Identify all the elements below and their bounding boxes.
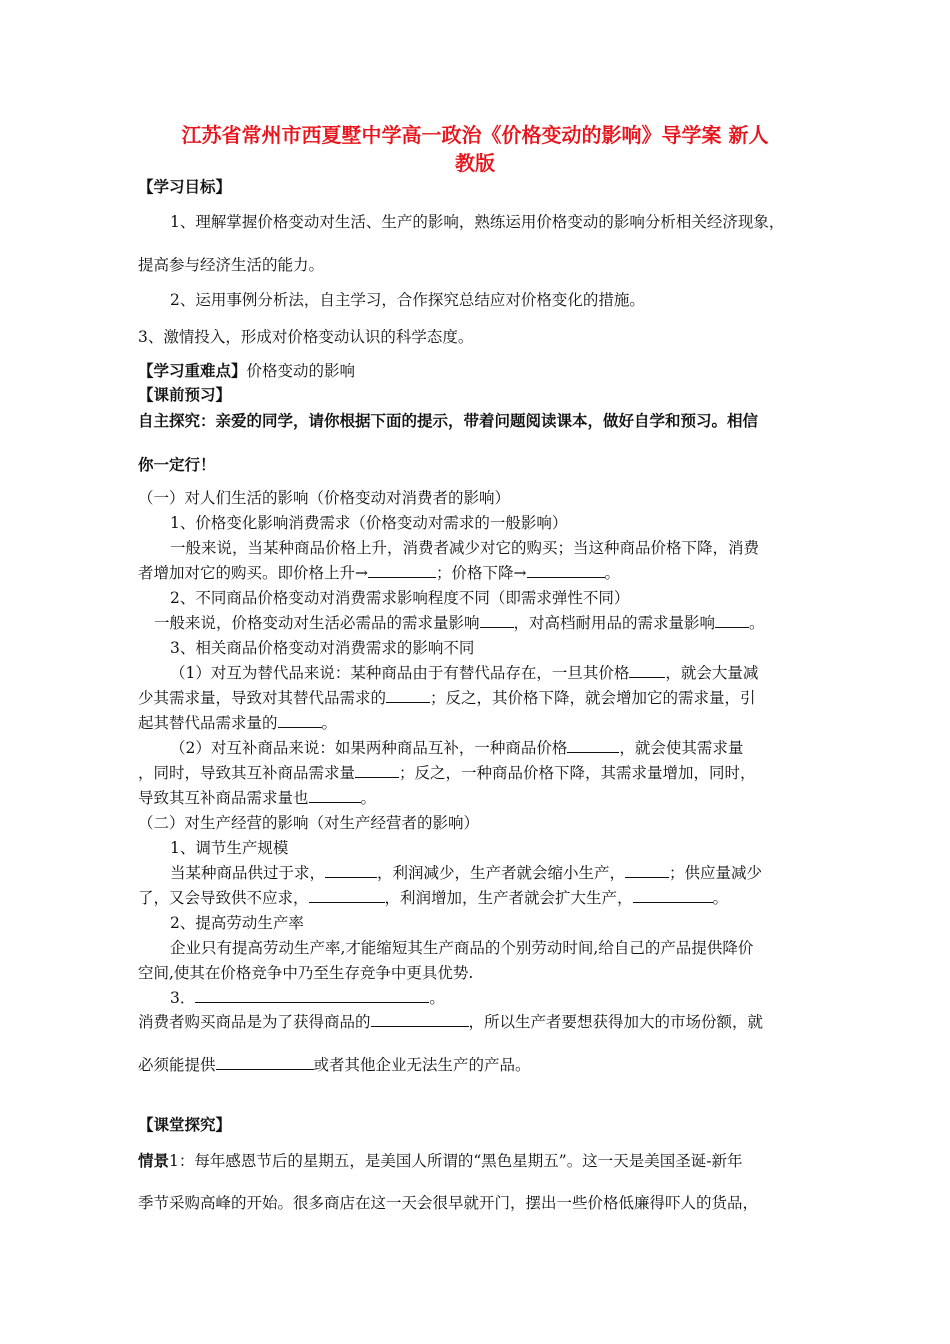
section2-sub1: 1、调节生产规模 (170, 839, 289, 857)
text-segment: 。 (749, 614, 765, 632)
text-segment: ，对高档耐用品的需求量影响 (513, 614, 716, 632)
text-segment: 消费者购买商品是为了获得商品的 (138, 1013, 371, 1031)
key-points-heading: 【学习重难点】 (138, 362, 247, 380)
text-segment: 。 (604, 564, 621, 582)
text-segment: ；供应量减少 (669, 864, 763, 882)
text-segment: 或者其他企业无法生产的产品。 (313, 1056, 531, 1074)
text-segment: 一般来说，价格变动对生活必需品的需求量影响 (154, 614, 480, 632)
fill-blank[interactable] (216, 1055, 314, 1070)
section1-sub1: 1、价格变化影响消费需求（价格变动对需求的一般影响） (170, 514, 568, 532)
section2-p2-line2: 空间,使其在价格竞争中乃至生存竞争中更具优势. (138, 964, 474, 982)
document-title-line2: 教版 (455, 151, 495, 175)
section1-p3-line3 (138, 713, 337, 733)
text-segment: 导致其互补商品需求量也 (138, 789, 309, 807)
fill-blank[interactable] (309, 888, 385, 903)
section1-p1-line1: 一般来说，当某种商品价格上升，消费者减少对它的购买；当这种商品价格下降，消费 (170, 539, 760, 557)
fill-blank[interactable] (309, 788, 361, 803)
section2-p3-line1 (138, 1012, 763, 1032)
text-segment: 少其需求量，导致对其替代品需求的 (138, 689, 387, 707)
section2-sub2: 2、提高劳动生产率 (170, 914, 304, 932)
section2-p1-line2 (138, 888, 728, 908)
fill-blank[interactable] (325, 863, 377, 878)
fill-blank[interactable] (278, 713, 322, 728)
section1-p3-line1 (170, 663, 758, 683)
objectives-heading: 【学习目标】 (138, 178, 232, 196)
text-segment: 。 (321, 714, 338, 732)
text-segment: 起其替代品需求量的 (138, 714, 278, 732)
text-segment: ，利润增加，生产者就会扩大生产， (384, 889, 633, 907)
fill-blank[interactable] (633, 888, 713, 903)
fill-blank[interactable] (371, 1012, 469, 1027)
fill-blank[interactable] (368, 563, 436, 578)
section1-p3-line2 (138, 688, 756, 708)
text-segment: ，利润减少，生产者就会缩小生产， (377, 864, 626, 882)
section1-sub3: 3、相关商品价格变动对消费需求的影响不同 (170, 639, 475, 657)
section1-p1-line2 (138, 563, 620, 583)
section1-p2 (154, 613, 765, 633)
text-segment: ；价格下降→ (436, 564, 527, 582)
objective-2: 2、运用事例分析法，自主学习，合作探究总结应对价格变化的措施。 (170, 291, 645, 309)
fill-blank[interactable] (195, 988, 429, 1003)
section1-p4-line1 (170, 738, 743, 758)
scene1-line1 (138, 1151, 742, 1171)
fill-blank[interactable] (625, 863, 669, 878)
text-segment: ；反之，一种商品价格下降，其需求量增加，同时， (399, 764, 756, 782)
fill-blank[interactable] (386, 688, 430, 703)
section1-heading: （一）对人们生活的影响（价格变动对消费者的影响） (138, 489, 511, 507)
text-segment: 1：每年感恩节后的星期五，是美国人所谓的“黑色星期五”。这一天是美国圣诞-新年 (169, 1152, 743, 1170)
text-segment: ，同时，导致其互补商品需求量 (138, 764, 356, 782)
fill-blank[interactable] (480, 613, 514, 628)
text-segment: 必须能提供 (138, 1056, 216, 1074)
section2-p1-line1 (170, 863, 762, 883)
key-points-text: 价格变动的影响 (246, 362, 356, 380)
text-segment: 当某种商品供过于求， (170, 864, 326, 882)
objective-1-line1: 1、理解掌握价格变动对生活、生产的影响，熟练运用价格变动的影响分析相关经济现象， (170, 213, 785, 231)
section1-sub2: 2、不同商品价格变动对消费需求影响程度不同（即需求弹性不同） (170, 589, 630, 607)
text-segment: ，就会使其需求量 (619, 739, 744, 757)
text-segment: （2）对互补商品来说：如果两种商品互补，一种商品价格 (170, 739, 568, 757)
section2-p2-line1: 企业只有提高劳动生产率,才能缩短其生产商品的个别劳动时间,给自己的产品提供降价 (170, 939, 754, 957)
text-segment: ，就会大量减 (665, 664, 759, 682)
fill-blank[interactable] (629, 663, 665, 678)
key-points-row (138, 361, 355, 381)
section2-heading: （二）对生产经营的影响（对生产经营者的影响） (138, 814, 480, 832)
section1-p4-line3 (138, 788, 376, 808)
preview-intro-line2: 你一定行！ (138, 456, 216, 474)
scene1-line2: 季节采购高峰的开始。很多商店在这一天会很早就开门，摆出一些价格低廉得吓人的货品， (138, 1194, 759, 1212)
preview-intro-line1: 自主探究：亲爱的同学，请你根据下面的提示，带着问题阅读课本，做好自学和预习。相信 (138, 412, 759, 430)
fill-blank[interactable] (355, 763, 399, 778)
fill-blank[interactable] (715, 613, 749, 628)
text-segment: 了，又会导致供不应求， (138, 889, 309, 907)
section2-p3-line2 (138, 1055, 531, 1075)
text-segment: 。 (360, 789, 377, 807)
section2-sub3 (170, 988, 445, 1008)
fill-blank[interactable] (567, 738, 619, 753)
text-segment: 者增加对它的购买。即价格上升→ (138, 564, 368, 582)
classroom-heading: 【课堂探究】 (138, 1116, 232, 1134)
text-segment: 3． (170, 989, 196, 1007)
text-segment: ，所以生产者要想获得加大的市场份额，就 (468, 1013, 764, 1031)
text-segment: （1）对互为替代品来说：某种商品由于有替代品存在，一旦其价格 (170, 664, 630, 682)
text-segment: 。 (712, 889, 729, 907)
scene-label: 情景 (138, 1152, 170, 1170)
text-segment: 。 (429, 989, 445, 1007)
fill-blank[interactable] (527, 563, 605, 578)
document-title-line1: 江苏省常州市西夏墅中学高一政治《价格变动的影响》导学案 新人 (181, 123, 769, 147)
preview-heading: 【课前预习】 (138, 386, 232, 404)
objective-3: 3、激情投入，形成对价格变动认识的科学态度。 (138, 328, 474, 346)
objective-1-line2: 提高参与经济生活的能力。 (138, 256, 325, 274)
section1-p4-line2 (138, 763, 756, 783)
text-segment: ；反之，其价格下降，就会增加它的需求量，引 (430, 689, 756, 707)
